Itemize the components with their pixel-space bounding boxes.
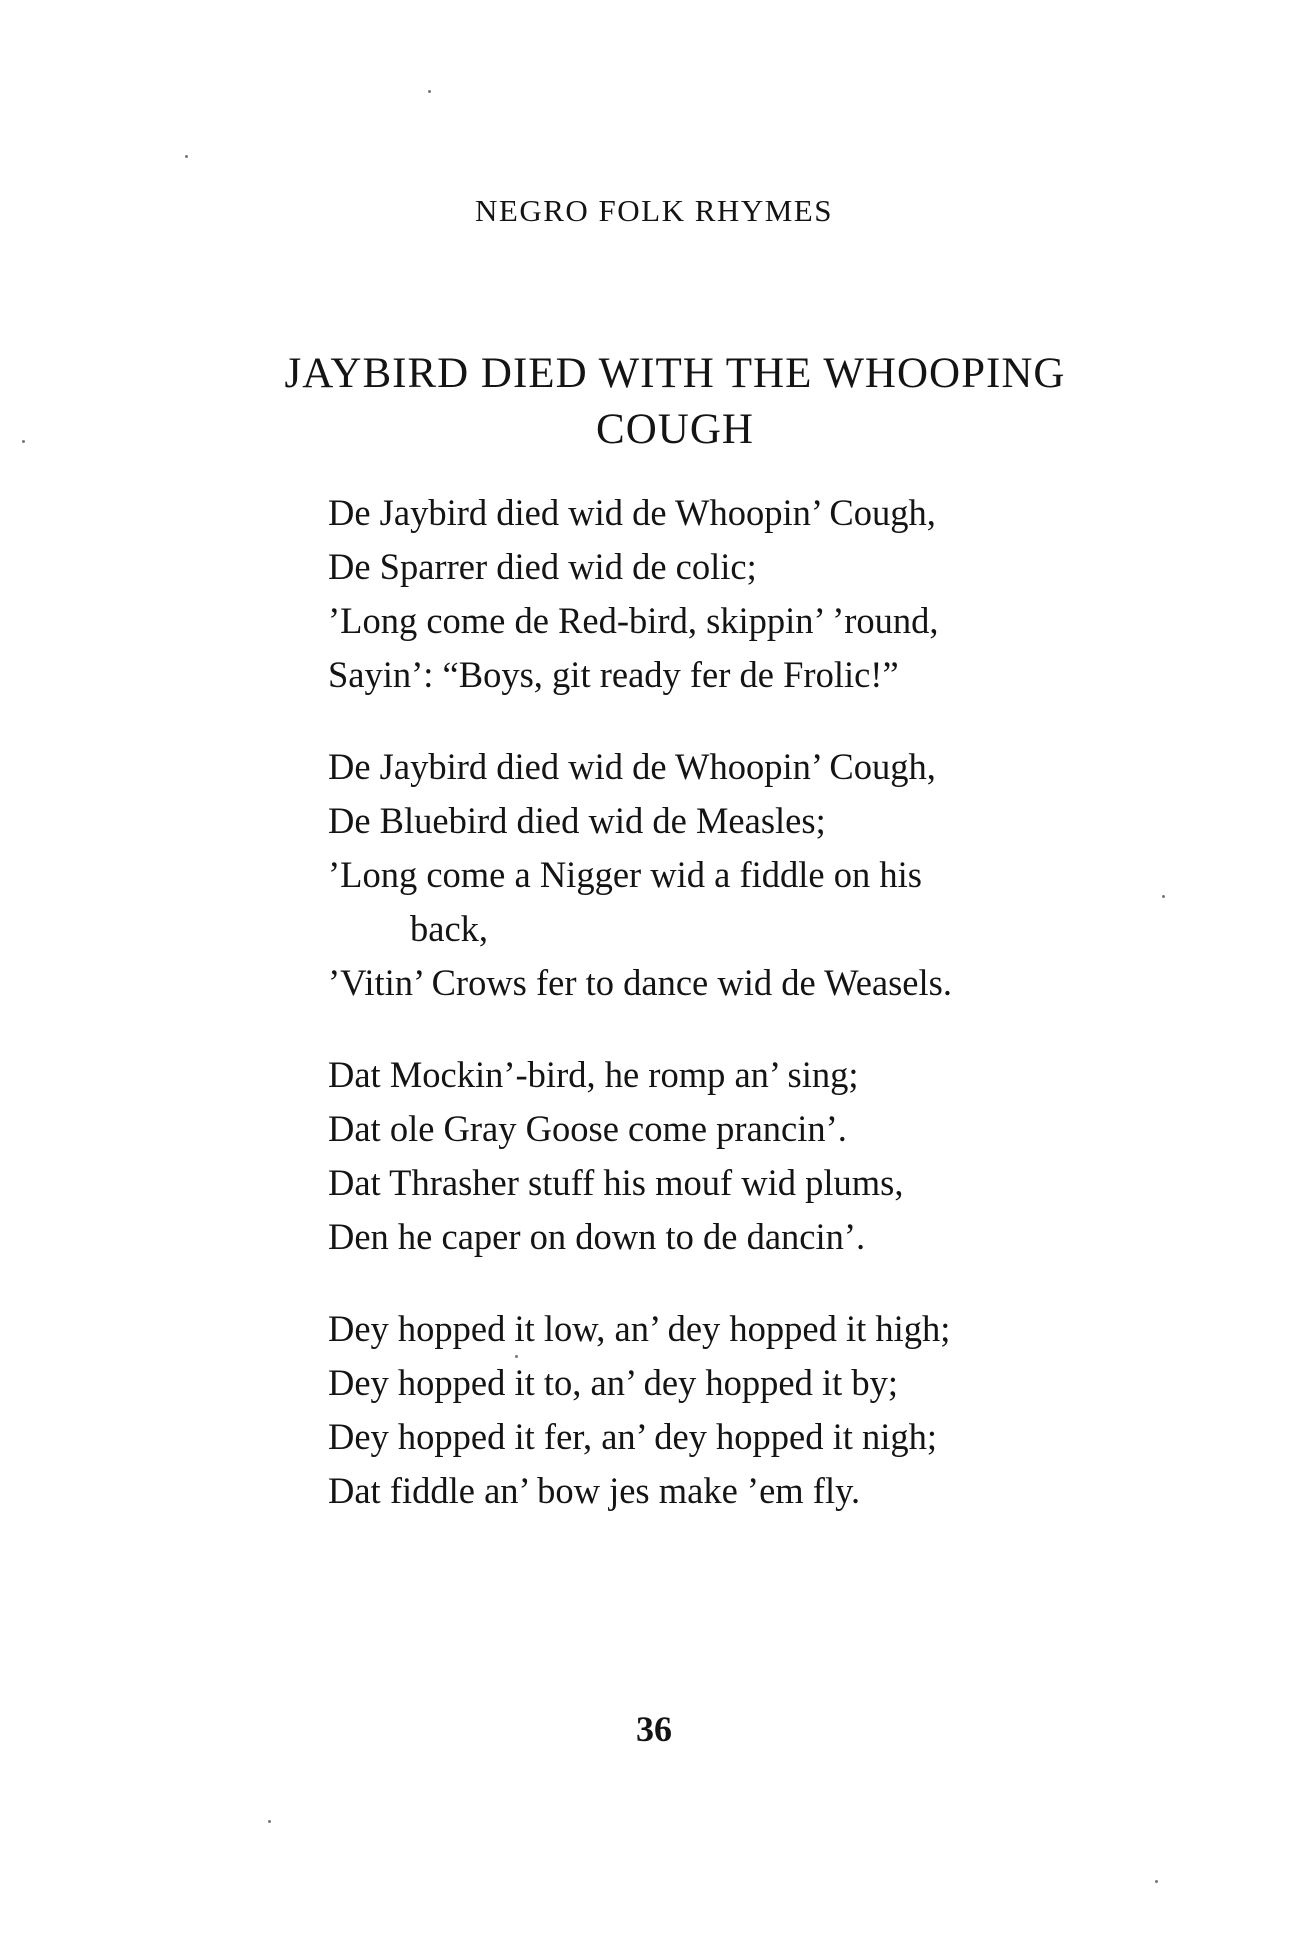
poem-line: Sayin’: “Boys, git ready fer de Frolic!”	[328, 654, 899, 695]
poem-line: Dat fiddle an’ bow jes make ’em fly.	[328, 1470, 861, 1511]
stanza-4	[328, 1302, 950, 1518]
poem-line: De Jaybird died wid de Whoopin’ Cough,	[328, 746, 936, 787]
poem-title-line-1: JAYBIRD DIED WITH THE WHOOPING	[284, 350, 1066, 397]
stanza-3	[328, 1048, 904, 1264]
poem-line: De Sparrer died wid de colic;	[328, 546, 757, 587]
paper-speck	[1155, 1880, 1158, 1883]
poem-line: Den he caper on down to de dancin’.	[328, 1216, 866, 1257]
page-number: 36	[636, 1709, 672, 1749]
poem-line: Dey hopped it low, an’ dey hopped it high;	[328, 1308, 951, 1349]
poem-line: Dey hopped it to, an’ dey hopped it by;	[328, 1362, 899, 1403]
paper-speck	[22, 440, 25, 443]
paper-speck	[515, 1355, 518, 1358]
poem-line: Dat Mockin’-bird, he romp an’ sing;	[328, 1054, 859, 1095]
running-head: NEGRO FOLK RHYMES	[475, 193, 833, 228]
poem-line: ’Long come de Red-bird, skippin’ ’round,	[328, 600, 939, 641]
poem-line: Dey hopped it fer, an’ dey hopped it nigh;	[328, 1416, 938, 1457]
poem-line: De Jaybird died wid de Whoopin’ Cough,	[328, 492, 936, 533]
poem-line: De Bluebird died wid de Measles;	[328, 800, 826, 841]
paper-speck	[268, 1820, 271, 1823]
poem-line: ’Vitin’ Crows fer to dance wid de Weasels.	[328, 962, 952, 1003]
poem-line: ’Long come a Nigger wid a fiddle on his	[328, 854, 922, 895]
poem-title-line-2: COUGH	[596, 406, 754, 453]
stanza-2	[328, 740, 952, 1010]
paper-speck	[428, 90, 431, 93]
poem-line: Dat ole Gray Goose come prancin’.	[328, 1108, 847, 1149]
stanza-1	[328, 486, 939, 702]
poem-title	[180, 346, 1170, 458]
poem-line: Dat Thrasher stuff his mouf wid plums,	[328, 1162, 904, 1203]
poem-line-continuation: back,	[410, 908, 489, 949]
paper-speck	[1162, 895, 1165, 898]
paper-speck	[185, 155, 188, 158]
